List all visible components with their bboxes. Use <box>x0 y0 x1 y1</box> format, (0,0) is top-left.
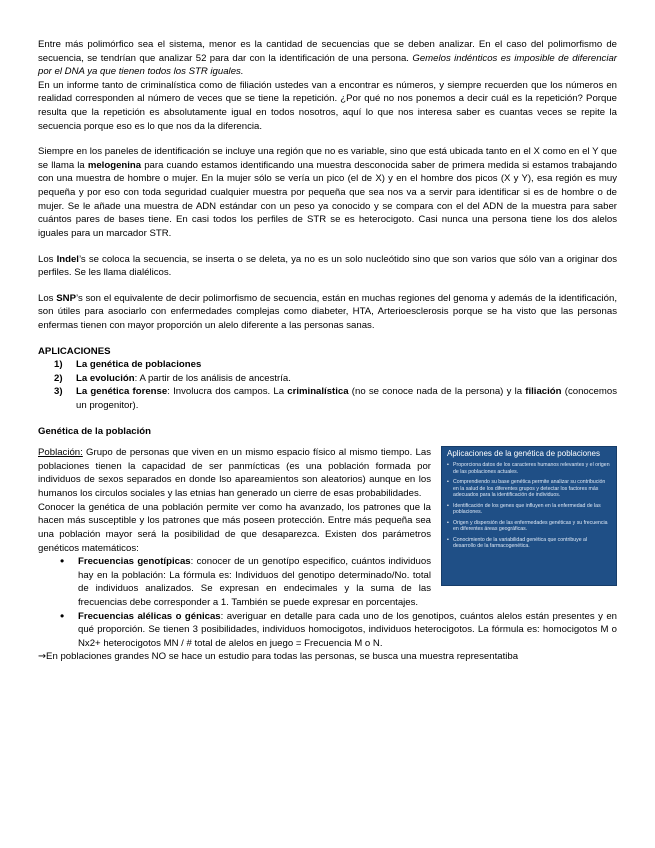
bullet-icon: • <box>447 502 449 509</box>
figure-title: Aplicaciones de la genética de poblaciones <box>447 449 600 459</box>
paragraph-conocer-genetica: Conocer la genética de una población permite ver como ha avanzado, los patrones que la hacen más susceptible y los patrones que más poseen protección. Entre más pequeña sea una población mayor será la posibilidad de que desaparezca. Existen dos parámetros genéticos matemáticos: <box>38 501 431 554</box>
figure-item: • Proporciona datos de los caracteres humanos relevantes y el origen de las poblaciones actuales. <box>447 462 610 475</box>
paragraph-snp: Los SNP’s son el equivalente de decir polimorfismo de secuencia, están en muchas regiones del genoma y además de la identificación, son útiles para asociarlo con enfermedades complejas como diabeter, HTA, Arterioesclerosis porque se ha visto que las personas enfermas tienen con mayor proporción un alelo diferente a las personas sanas. <box>38 292 617 331</box>
paragraph-informe: En un informe tanto de criminalística como de filiación ustedes van a encontrar es números, y siempre recuerden que los números en realidad corresponden al número de veces que se tiene la repetición. ¿Por qué no nos ponemos a decir cuál es la repetición? Porque resulta que la repetición es absolutamente igual en todos nosotros, aquí lo que nos interesa saber es cuantas veces se repite la secuencia porque eso es lo que nos da la diferencia. <box>38 79 617 132</box>
italic-gemelos-note: Gemelos indénticos es imposible de diferenciar por el DNA ya que tienen todos los STR iguales. <box>38 52 617 78</box>
paragraph-polimorfismo: Entre más polimórfico sea el sistema, menor es la cantidad de secuencias que se deben analizar. En el caso del polimorfismo de secuencia, se tendrían que analizar 52 para dar con la identificación de una persona. Gemelos indénticos es imposible de diferenciar por el DNA ya que tienen todos los STR iguales. <box>38 39 617 78</box>
figure-item: • Comprendiendo su base genética permite analizar su contribución en la salud de los diferentes grupos y detectar los factores más adecuados para la identificación de individuos. <box>447 479 606 499</box>
heading-genetica-poblacion: Genética de la población <box>38 425 152 437</box>
heading-aplicaciones: APLICACIONES <box>38 345 111 357</box>
list-item: 2) La evolución: A partir de los análisis de ancestría. <box>54 372 291 384</box>
figure-item: • Identificación de los genes que influyen en la enfermedad de las poblaciones. <box>447 502 601 516</box>
paragraph-poblacion-def: Población: Grupo de personas que viven en un mismo espacio físico al mismo tiempo. Las poblaciones tienen la capacidad de ser panmícticas (es una población formada por individuos de sexos separados en donde lso apareamientos son aleatorios) aunque en los humanos los circulos sociales y las etnias han generado un cierre de esas probabilidades. <box>38 447 431 500</box>
list-item: • Frecuencias alélicas o génicas: averiguar en detalle para cada uno de los genotipos, cuántos alelos están presentes y en qué proporción. Se tienen 3 posibilidades, individuos homocigotos, individuos heterocigotos. La fórmula es: homocigotos M o Nx2+ heterocigotos MN / # total de alelos en juego = Frecuencia M o N. <box>78 610 617 651</box>
list-item: 3) La genética forense: Involucra dos campos. La criminalística (no se conoce nada de la persona) y la filiación (conocemos un progenitor). <box>54 386 617 412</box>
paragraph-melogenina: Siempre en los paneles de identificación se incluye una región que no es variable, sino que está ubicada tanto en el X como en el Y que se llama la melogenina para cuando estamos identificando una muestra desconocida saber de primera medida si estamos trabajando con una muestra de hombre o mujer. En la mujer sólo se vería un pico (el de X) y en el hombre dos picos (X y Y), esa región es muy pequeña y por eso con toda seguridad cualquier muestra por pequeña que sea nos va a servir para identificar si es de hombre o de mujer. Se le añade una muestra de ADN estándar con un peso ya conocido y se compara con el del ADN de la muestra para saber cuántos pares de bases tiene. En casi todos los perfiles de STR se es heterocigoto. Casi nunca una persona tiene los dos alelos iguales para un marcador STR. <box>38 146 617 239</box>
paragraph-indel: Los Indel’s se coloca la secuencia, se inserta o se deleta, ya no es un solo nucleótido sino que son varios que sólo van a originar dos perfiles. Se les llama dialélicos. <box>38 253 617 279</box>
bold-indel: Indel <box>56 253 79 265</box>
bullet-icon: • <box>447 519 449 526</box>
bullet-icon: • <box>447 479 449 486</box>
underline-poblacion: Población: <box>38 447 83 459</box>
figure-item: • Origen y dispersión de las enfermedades genéticas y su frecuencia en diferentes áreas geográficas. <box>447 519 608 533</box>
frecuencias-list <box>38 555 617 650</box>
bold-melogenina: melogenina <box>87 159 142 171</box>
aplicaciones-list <box>38 358 617 412</box>
bullet-icon: • <box>447 462 449 469</box>
list-item: 1) La genética de poblaciones <box>54 359 202 371</box>
paragraph-muestra-representativa: →En poblaciones grandes NO se hace un estudio para todas las personas, se busca una muestra representatiba <box>38 651 519 663</box>
bullet-icon: • <box>447 536 449 543</box>
figure-item: • Conocimiento de la variabilidad genética que contribuye al desarrollo de la farmacogenética. <box>447 536 588 550</box>
list-item: • Frecuencias genotípicas: conocer de un genotípo especifico, cuántos individuos hay en la población: La fórmula es: Individuos del genotipo determinado/No. total de individuos analizados. Se expresan en endecimales y la suma de las frecuencias debe corresponder a 1. También se puede expresar en porcentajes. <box>78 555 617 609</box>
arrow-right-icon: → <box>38 651 47 663</box>
bold-snp: SNP <box>56 292 76 304</box>
